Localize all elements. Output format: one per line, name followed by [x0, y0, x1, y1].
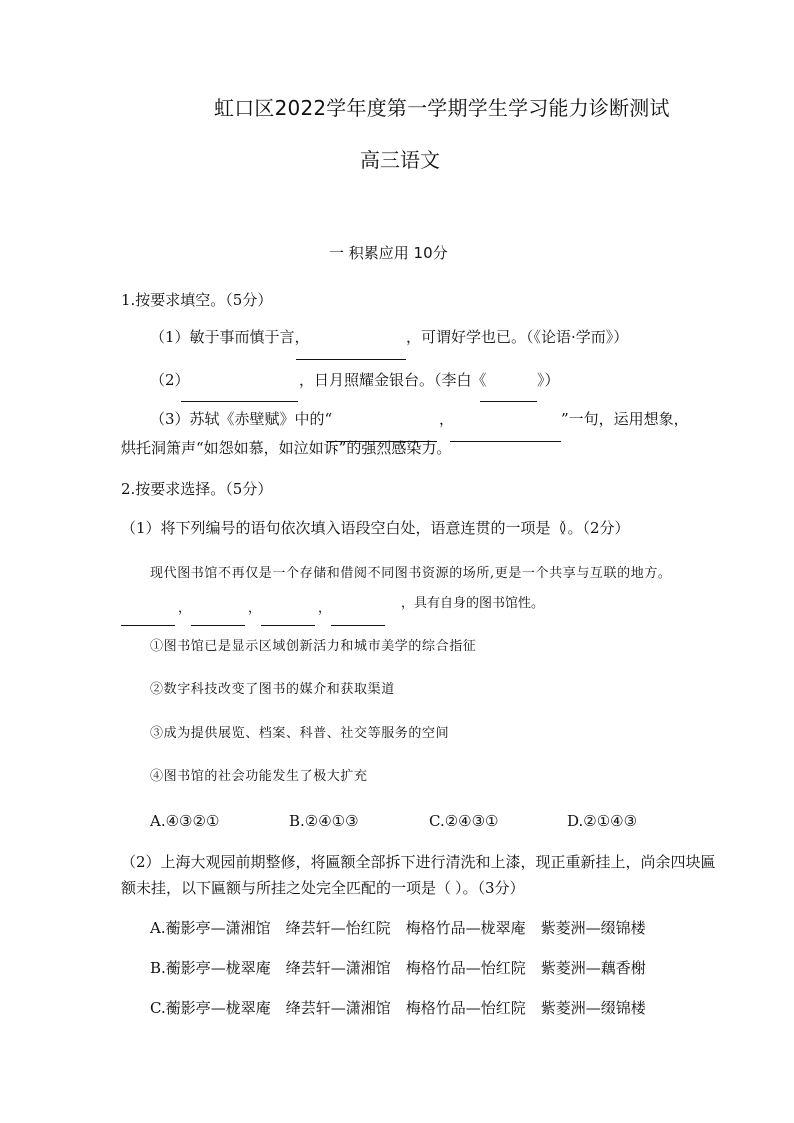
question-1-heading: 1.按要求填空。（5分） [121, 291, 273, 309]
q1-item3-comma: ， [439, 410, 455, 428]
answer-option-c: C.蘅影亭—栊翠庵 绛芸轩—潇湘馆 梅格竹品—怡红院 紫菱洲—缀锦楼 [150, 999, 646, 1017]
sentence-option: ①图书馆已是显示区域创新活力和城市美学的综合指征 [150, 639, 477, 654]
sentence-option: ③成为提供展览、档案、科普、社交等服务的空间 [150, 726, 450, 741]
q1-item3-blank-2[interactable] [450, 426, 561, 442]
q2-sub2-prompt-line2: 额未挂，以下匾额与所挂之处完全匹配的一项是（ [121, 879, 452, 897]
sentence-option: ②数字科技改变了图书的媒介和获取渠道 [150, 682, 395, 697]
passage-line-1: 现代图书馆不再仅是一个存储和借阅不同图书资源的场所,更是一个共享与互联的地方。 [150, 566, 672, 581]
choice-b: B.②④①③ [289, 812, 359, 830]
q1-item2-title-blank[interactable] [480, 386, 537, 402]
passage-blank-1[interactable] [121, 610, 175, 626]
q1-item3-text: （3）苏轼《赤壁赋》中的“ [150, 410, 333, 428]
q2-sub2-prompt-after: ）。（3分） [455, 879, 525, 897]
q1-item2-text-close: 》） [537, 371, 560, 389]
q1-item2-text: （2） [150, 371, 190, 389]
q2-sub1-prompt: （1）将下列编号的语句依次填入语段空白处，语意连贯的一项是（ [121, 519, 566, 537]
passage-blank-4[interactable] [331, 610, 385, 626]
passage-comma: ， [248, 601, 262, 616]
q1-item2-blank[interactable] [181, 386, 298, 402]
q1-item1-text: （1）敏于事而慎于言， [150, 328, 310, 346]
passage-comma: ， [178, 601, 192, 616]
page-title: 虹口区2022学年度第一学期学生学习能力诊断测试 [214, 96, 670, 120]
choice-d: D.②①④③ [567, 812, 638, 830]
sentence-option: ④图书馆的社会功能发生了极大扩充 [150, 769, 368, 784]
q2-sub2-prompt-line1: （2）上海大观园前期整修，将匾额全部拆下进行清洗和上漆，现正重新挂上，尚余四块匾 [121, 853, 716, 871]
choice-a: A.④③②① [150, 812, 220, 830]
question-2-heading: 2.按要求选择。（5分） [121, 480, 273, 498]
q1-item1-blank[interactable] [296, 344, 406, 360]
q1-item3-continuation: 烘托洞箫声“如怨如慕，如泣如诉”的强烈感染力。 [121, 439, 452, 457]
section-title: 一 积累应用 10分 [329, 244, 448, 262]
page-subtitle: 高三语文 [360, 148, 440, 172]
passage-blank-2[interactable] [191, 610, 245, 626]
passage-comma: ， [318, 601, 332, 616]
q1-item3-text-after: ”一句，运用想象， [561, 410, 689, 428]
passage-line-2-tail: ，具有自身的图书馆性。 [401, 596, 545, 611]
q1-item2-text-after: ，日月照耀金银台。（李白《 [299, 371, 487, 389]
passage-blank-3[interactable] [261, 610, 315, 626]
answer-option-b: B.蘅影亭—栊翠庵 绛芸轩—潇湘馆 梅格竹品—怡红院 紫菱洲—藕香榭 [150, 959, 646, 977]
q1-item1-text-after: ，可谓好学也已。（《论语·学而》） [406, 328, 629, 346]
choice-c: C.②④③① [429, 812, 499, 830]
q2-sub1-prompt-after: ）。（2分） [560, 519, 630, 537]
answer-option-a: A.蘅影亭—潇湘馆 绛芸轩—怡红院 梅格竹品—栊翠庵 紫菱洲—缀锦楼 [150, 919, 646, 937]
